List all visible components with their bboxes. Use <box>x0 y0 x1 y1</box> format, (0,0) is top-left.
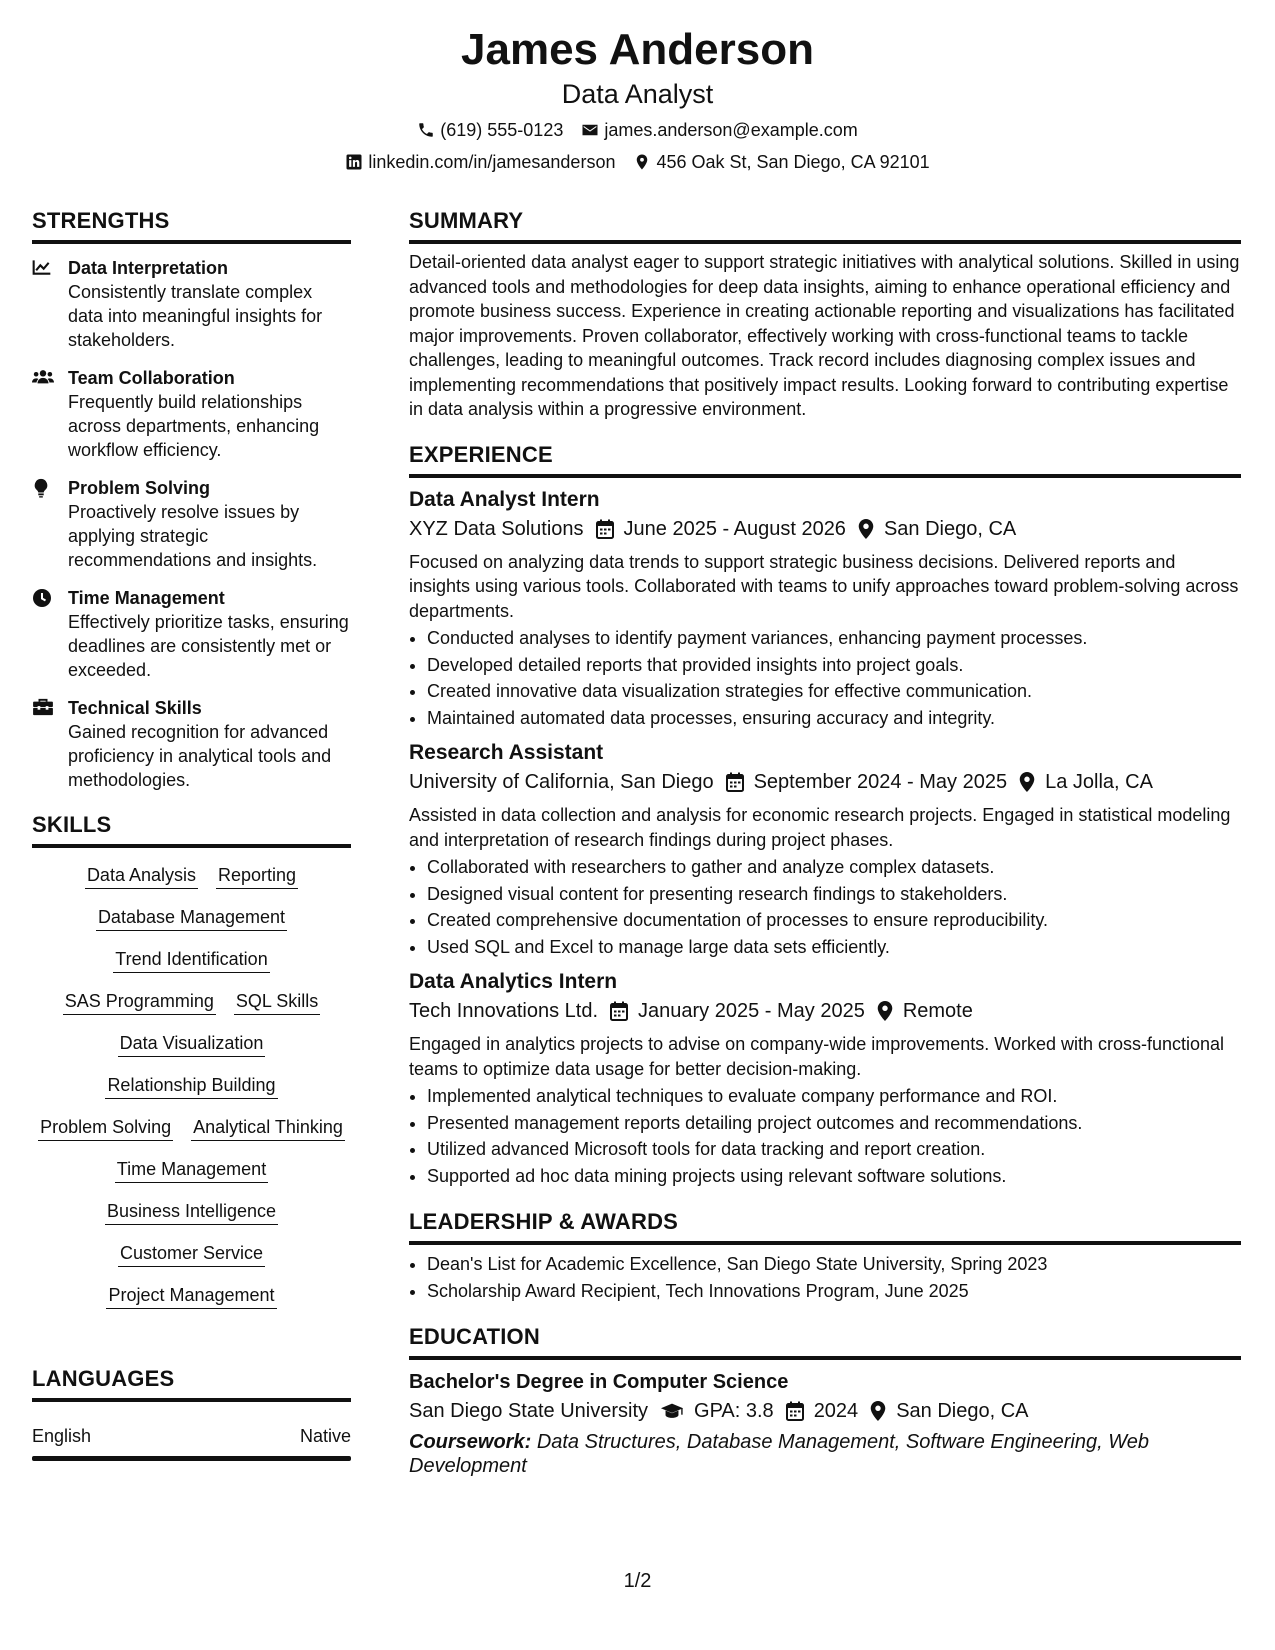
job-bullet: • Utilized advanced Microsoft tools for data tracking and report creation. <box>427 1136 1241 1163</box>
section-divider <box>409 474 1241 478</box>
job-dates: September 2024 - May 2025 <box>753 771 1008 793</box>
skill-tag: Business Intelligence <box>105 1198 278 1225</box>
map-pin-icon <box>870 1401 886 1421</box>
skill-tag: Analytical Thinking <box>191 1114 345 1141</box>
left-column <box>32 206 351 1461</box>
lightbulb-icon <box>32 478 50 498</box>
job-company: University of California, San Diego <box>409 771 714 793</box>
language-name: English <box>32 1426 92 1446</box>
experience-section <box>409 440 1241 1190</box>
languages-heading: LANGUAGES <box>32 1366 175 1391</box>
job-description: Engaged in analytics projects to advise on company-wide improvements. Worked with cross-functional teams to optimize data usage for better decision-making. <box>409 1034 1225 1079</box>
skill-tag: Time Management <box>115 1156 268 1183</box>
strengths-section <box>32 206 351 792</box>
languages-section <box>32 1364 351 1461</box>
linkedin-icon <box>345 153 363 171</box>
phone-number: (619) 555-0123 <box>440 120 564 140</box>
skill-tag: Trend Identification <box>113 946 269 973</box>
job-bullets <box>409 854 1241 960</box>
email-address[interactable]: james.anderson@example.com <box>604 120 858 140</box>
email-contact[interactable] <box>581 118 857 142</box>
strength-desc: Consistently translate complex data into meaningful insights for stakeholders. <box>68 282 323 350</box>
job-bullet: • Maintained automated data processes, ensuring accuracy and integrity. <box>427 705 1241 732</box>
job-meta <box>409 767 1241 797</box>
clock-icon <box>32 588 52 608</box>
strength-item <box>32 256 351 352</box>
calendar-icon <box>596 519 614 539</box>
job-dates: June 2025 - August 2026 <box>623 517 846 540</box>
award-item: • Dean's List for Academic Excellence, San Diego State University, Spring 2023 <box>427 1251 1241 1278</box>
education-heading: EDUCATION <box>409 1324 540 1349</box>
skill-tag: Project Management <box>106 1282 276 1309</box>
job-bullet: • Created innovative data visualization strategies for effective communication. <box>427 678 1241 705</box>
leadership-section <box>409 1207 1241 1304</box>
calendar-icon <box>726 772 744 792</box>
job-bullet: • Conducted analyses to identify payment variances, enhancing payment processes. <box>427 625 1241 652</box>
graduation-year: 2024 <box>813 1400 859 1422</box>
skill-tag: SQL Skills <box>234 988 320 1015</box>
strength-item <box>32 366 351 462</box>
job-bullet: • Designed visual content for presenting research findings to stakeholders. <box>427 881 1241 908</box>
experience-heading: EXPERIENCE <box>409 441 553 467</box>
strength-title: Data Interpretation <box>68 258 229 278</box>
graduation-cap-icon <box>660 1402 684 1420</box>
job-description: Assisted in data collection and analysis for economic research projects. Engaged in statistical modeling and interpretation of research findings during project phases. <box>409 805 1231 850</box>
job-entry <box>409 968 1241 1189</box>
coursework <box>409 1430 1241 1478</box>
job-bullet: • Developed detailed reports that provided insights into project goals. <box>427 652 1241 679</box>
resume-header <box>0 22 1275 174</box>
job-entry <box>409 739 1241 960</box>
linkedin-contact[interactable] <box>345 150 615 174</box>
calendar-icon <box>786 1401 804 1421</box>
strength-desc: Proactively resolve issues by applying strategic recommendations and insights. <box>68 502 318 570</box>
strength-title: Team Collaboration <box>68 368 235 388</box>
skill-tag: Problem Solving <box>38 1114 173 1141</box>
map-pin-icon <box>633 153 651 171</box>
right-column <box>409 206 1241 1478</box>
leadership-heading: LEADERSHIP & AWARDS <box>409 1209 679 1234</box>
section-divider <box>409 1356 1241 1360</box>
section-divider <box>409 240 1241 244</box>
skill-tag: Data Analysis <box>85 862 198 889</box>
job-bullet: • Presented management reports detailing project outcomes and recommendations. <box>427 1110 1241 1137</box>
job-dates: January 2025 - May 2025 <box>638 1000 865 1022</box>
chart-line-icon <box>32 258 52 276</box>
candidate-title: Data Analyst <box>561 79 714 109</box>
strength-desc: Effectively prioritize tasks, ensuring deadlines are consistently met or exceeded. <box>68 612 349 680</box>
job-description: Focused on analyzing data trends to support strategic business decisions. Delivered reports and insights using various tools. Collaborated with teams to unify approaches toward problem-solving across departments. <box>409 551 1239 621</box>
skill-tag: Reporting <box>216 862 298 889</box>
job-entry <box>409 486 1241 732</box>
job-bullet: • Supported ad hoc data mining projects using relevant software solutions. <box>427 1163 1241 1190</box>
language-proficiency-bar <box>32 1456 351 1461</box>
map-pin-icon <box>858 519 874 539</box>
calendar-icon <box>610 1001 628 1021</box>
skills-heading: SKILLS <box>32 812 112 837</box>
coursework-label: Coursework: <box>409 1431 532 1453</box>
skills-list <box>32 862 351 1324</box>
skill-tag: SAS Programming <box>63 988 216 1015</box>
job-location: San Diego, CA <box>883 517 1017 540</box>
candidate-name: James Anderson <box>461 25 814 74</box>
award-item: • Scholarship Award Recipient, Tech Innovations Program, June 2025 <box>427 1278 1241 1305</box>
street-address: 456 Oak St, San Diego, CA 92101 <box>656 152 930 172</box>
job-title: Data Analytics Intern <box>409 970 618 993</box>
education-section <box>409 1322 1241 1478</box>
job-bullet: • Collaborated with researchers to gather and analyze complex datasets. <box>427 854 1241 881</box>
job-title: Data Analyst Intern <box>409 487 600 511</box>
job-title: Research Assistant <box>409 741 604 764</box>
strength-item <box>32 696 351 792</box>
degree-title: Bachelor's Degree in Computer Science <box>409 1371 789 1393</box>
language-level: Native <box>299 1426 351 1446</box>
job-company: Tech Innovations Ltd. <box>409 1000 599 1022</box>
awards-list <box>409 1251 1241 1304</box>
map-pin-icon <box>1019 772 1035 792</box>
section-divider <box>32 844 351 848</box>
skill-tag: Customer Service <box>118 1240 265 1267</box>
summary-section <box>409 206 1241 422</box>
strength-desc: Gained recognition for advanced proficiency in analytical tools and methodologies. <box>68 722 332 790</box>
strength-title: Problem Solving <box>68 478 211 498</box>
strengths-heading: STRENGTHS <box>32 208 170 233</box>
phone-contact <box>417 118 563 142</box>
address-contact <box>633 150 929 174</box>
skills-section <box>32 810 351 1324</box>
job-bullets <box>409 1083 1241 1189</box>
linkedin-url[interactable]: linkedin.com/in/jamesanderson <box>368 152 616 172</box>
skill-tag: Database Management <box>96 904 287 931</box>
section-divider <box>32 240 351 244</box>
strength-item <box>32 476 351 572</box>
education-meta <box>409 1396 1241 1426</box>
section-divider <box>32 1398 351 1402</box>
map-pin-icon <box>877 1001 893 1021</box>
job-location: Remote <box>902 1000 973 1022</box>
summary-text: Detail-oriented data analyst eager to support strategic initiatives with analytical solutions. Skilled in using advanced tools and methodologies for deep data insights, aiming to enhance operational efficiency and promote business success. Experience in creating actionable reporting and visualizations has facilitated major improvements. Proven collaborator, effectively working with cross-functional teams to tackle challenges, leading to meaningful outcomes. Track record includes diagnosing complex issues and implementing recommendations that positively impact results. Looking forward to contributing expertise in data analysis within a progressive environment. <box>409 252 1240 419</box>
phone-icon <box>417 121 435 139</box>
skill-tag: Relationship Building <box>105 1072 277 1099</box>
section-divider <box>409 1241 1241 1245</box>
toolbox-icon <box>32 698 54 716</box>
school-name: San Diego State University <box>409 1400 649 1422</box>
job-meta <box>409 514 1241 544</box>
summary-heading: SUMMARY <box>409 208 524 233</box>
envelope-icon <box>581 121 599 139</box>
strength-item <box>32 586 351 682</box>
job-bullet: • Used SQL and Excel to manage large data sets efficiently. <box>427 934 1241 961</box>
job-company: XYZ Data Solutions <box>409 517 584 540</box>
strength-desc: Frequently build relationships across departments, enhancing workflow efficiency. <box>68 392 320 460</box>
job-bullet: • Implemented analytical techniques to evaluate company performance and ROI. <box>427 1083 1241 1110</box>
strength-title: Time Management <box>68 588 225 608</box>
skill-tag: Data Visualization <box>118 1030 266 1057</box>
page-number: 1/2 <box>623 1570 652 1592</box>
language-item <box>32 1424 351 1448</box>
coursework-list: Data Structures, Database Management, Software Engineering, Web Development <box>409 1431 1149 1477</box>
strength-title: Technical Skills <box>68 698 202 718</box>
users-icon <box>32 368 54 386</box>
gpa: GPA: 3.8 <box>694 1400 774 1422</box>
job-bullet: • Created comprehensive documentation of processes to ensure reproducibility. <box>427 907 1241 934</box>
contact-row-2 <box>0 150 1275 174</box>
school-location: San Diego, CA <box>896 1400 1029 1422</box>
job-meta <box>409 996 1241 1026</box>
contact-row-1 <box>0 118 1275 142</box>
job-location: La Jolla, CA <box>1045 771 1153 793</box>
job-bullets <box>409 625 1241 731</box>
